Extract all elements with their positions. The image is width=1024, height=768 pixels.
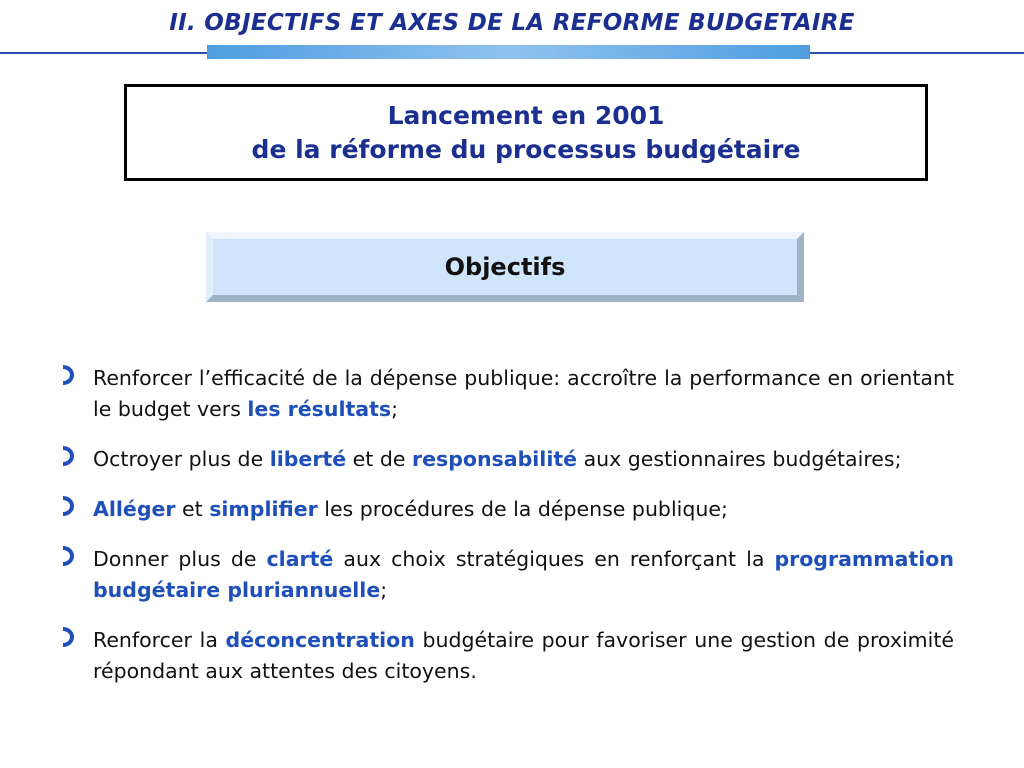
list-item-text	[93, 444, 954, 475]
text-segment: Donner plus de	[93, 547, 267, 571]
text-segment: les procédures de la dépense publique;	[317, 497, 728, 521]
launch-line-1: Lancement en 2001	[387, 100, 665, 130]
highlighted-term: liberté	[269, 447, 347, 471]
list-item-text	[93, 544, 954, 606]
highlighted-term: simplifier	[209, 497, 318, 521]
text-segment: aux gestionnaires budgétaires;	[577, 447, 902, 471]
text-segment: aux choix stratégiques en renforçant la	[333, 547, 775, 571]
list-item-text	[93, 625, 954, 687]
launch-line-2: de la réforme du processus budgétaire	[251, 134, 801, 164]
half-disc-bullet-icon	[62, 445, 74, 467]
list-item	[62, 625, 954, 687]
highlighted-term: Alléger	[93, 497, 176, 521]
highlighted-term: clarté	[266, 547, 334, 571]
text-segment: et	[175, 497, 210, 521]
title-accent-bar	[207, 45, 810, 59]
objectives-label: Objectifs	[444, 253, 566, 281]
half-disc-bullet-icon	[62, 626, 74, 648]
highlighted-term: les résultats	[247, 397, 392, 421]
highlighted-term: programmation budgétaire pluriannuelle	[93, 547, 954, 602]
list-item-text	[93, 494, 954, 525]
list-item	[62, 363, 954, 425]
half-disc-bullet-icon	[62, 495, 74, 517]
highlighted-term: déconcentration	[225, 628, 415, 652]
objectives-header	[206, 232, 804, 302]
list-item	[62, 544, 954, 606]
text-segment: Octroyer plus de	[93, 447, 270, 471]
launch-box	[124, 84, 928, 181]
list-item-text	[93, 363, 954, 425]
highlighted-term: responsabilité	[411, 447, 578, 471]
text-segment: Renforcer l’efficacité de la dépense publique: accroître la performance en orientant le budget vers	[93, 366, 954, 421]
text-segment: ;	[391, 397, 399, 421]
half-disc-bullet-icon	[62, 364, 74, 386]
slide-title: II. OBJECTIFS ET AXES DE LA REFORME BUDGETAIRE	[169, 10, 855, 36]
list-item	[62, 444, 954, 475]
text-segment: budgétaire pour favoriser une gestion de proximité répondant aux attentes des citoyens.	[93, 628, 954, 683]
list-item	[62, 494, 954, 525]
text-segment: ;	[380, 578, 388, 602]
text-segment: Renforcer la	[93, 628, 226, 652]
half-disc-bullet-icon	[62, 545, 74, 567]
objectives-list	[62, 363, 954, 706]
text-segment: et de	[346, 447, 412, 471]
